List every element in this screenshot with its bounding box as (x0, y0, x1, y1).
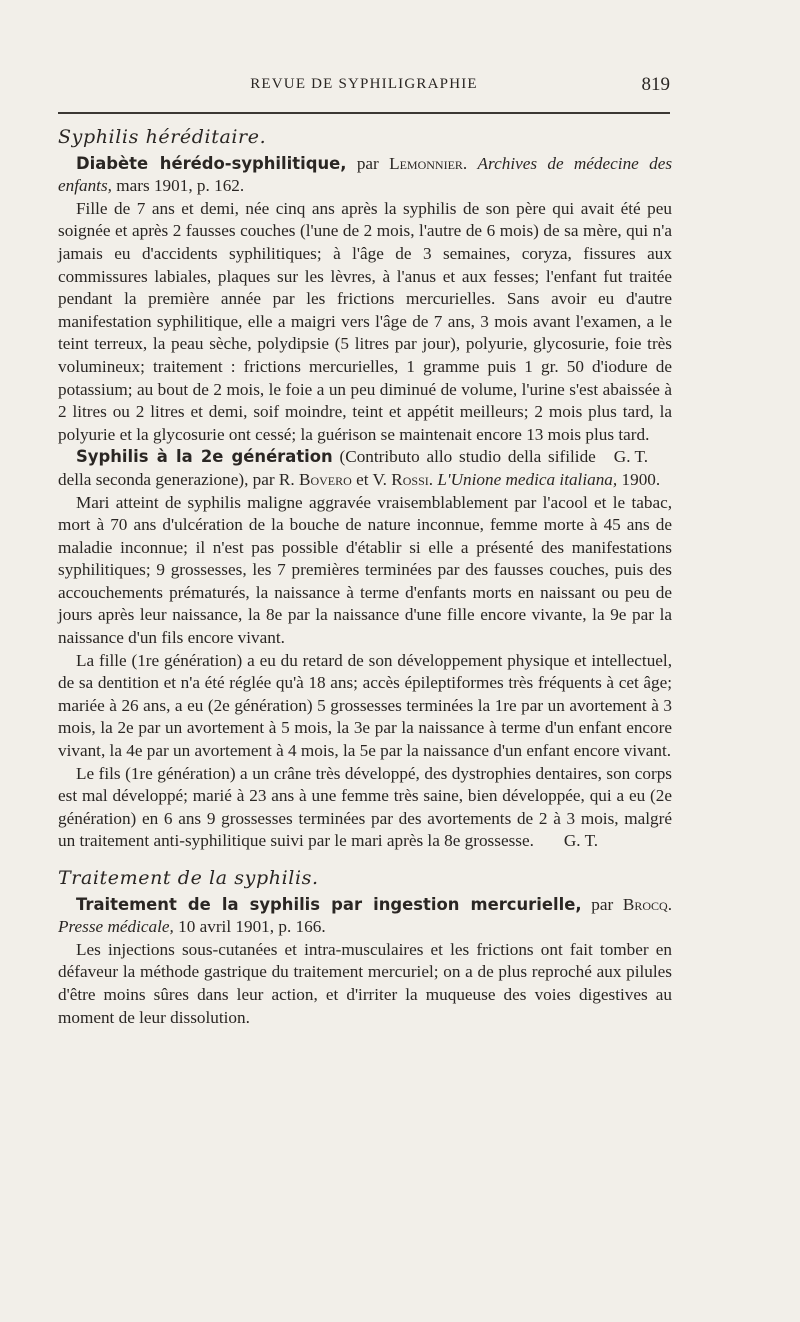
paragraph-text: Le fils (1re génération) a un crâne très développé, des dystrophies dentaires, son corps est mal développé; marié à 23 ans à une femme très saine, bien développée, qui a eu (2e génération) en 6 ans 9 grossesses terminées par des avortements de 2 à 3 mois, malgré un traitement anti-syphilitique suivi par le mari après la 8e grossesse. (58, 763, 672, 851)
paragraph-with-signature (58, 763, 672, 853)
section-heading-syphilis-hereditaire: Syphilis héréditaire. (58, 126, 267, 148)
article-body-text: Fille de 7 ans et demi, née cinq ans après la syphilis de son père qui avait été peu soignée et après 2 fausses couches (l'une de 2 mois, l'autre de 6 mois) de sa mère, qui n'a jamais eu d'accidents syphilitiques; à l'âge de 3 semaines, coryza, fissures aux commissures labiales, plaques sur les lèvres, à l'anus et aux fesses; l'enfant fut traitée pendant la première année par les frictions mercurielles. Sans avoir eu d'autre manifestation syphilitique, elle a maigri vers l'âge de 7 ans, 3 mois avant l'examen, a le teint terreux, la peau sèche, polydipsie (5 litres par jour), polyurie, glycosurie, foie très volumineux; traitement : frictions mercurielles, 1 gramme puis 1 gr. 50 d'iodure de potassium; au bout de 2 mois, le foie a un peu diminué de volume, l'urine s'est abaissée à 2 litres ou 2 litres et demi, soif moindre, teint et appétit meilleurs; 2 mois plus tard, la polyurie et la glycosurie ont cessé; la guérison se maintenait encore 13 mois plus tard. (58, 198, 672, 444)
article-author: Brocq (622, 894, 668, 914)
page-content (58, 126, 672, 1029)
page-number: 819 (641, 74, 670, 95)
article-source: Presse médicale, (58, 917, 174, 937)
article-header-brocq (58, 894, 672, 939)
article-subtitle: (Contributo allo studio della sifilide della seconda generazione), par R. (58, 447, 596, 489)
article-source: L'Unione medica italiana, (437, 469, 618, 489)
article-title: Syphilis à la 2e génération (76, 447, 333, 467)
article-details: 10 avril 1901, p. 166. (173, 917, 326, 937)
article-title: Diabète hérédo-syphilitique, (76, 153, 347, 173)
article-signature: G. T. (563, 831, 599, 851)
paragraph: Les injections sous-cutanées et intra-musculaires et les frictions ont fait tomber en défaveur la méthode gastrique du traitement mercuriel; on a de plus reproché aux pilules d'être moins sûres dans leur action, et d'irriter la muqueuse des voies digestives au moment de leur dissolution. (58, 939, 672, 1027)
paragraph: La fille (1re génération) a eu du retard de son développement physique et intellectuel, de sa dentition et n'a été réglée qu'à 18 ans; accès épileptiformes très fréquents à cet âge; mariée à 26 ans, a eu (2e génération) 5 grossesses terminées la 1re par un avortement à 3 mois, la 2e par un avortement à 5 mois, la 3e par la naissance à terme d'un enfant encore vivant, la 4e par un avortement à 4 mois, la 5e par la naissance d'un enfant encore vivant. (58, 650, 672, 761)
article-title: Traitement de la syphilis par ingestion mercurielle, (76, 894, 582, 914)
article-dot: . (667, 894, 672, 914)
section-heading-traitement: Traitement de la syphilis. (58, 867, 319, 889)
article-year: 1900. (617, 469, 661, 489)
header-rule (58, 112, 670, 114)
paragraph: Mari atteint de syphilis maligne aggravée vraisemblablement par l'acool et le tabac, mort à 70 ans d'ulcération de la bouche de nature inconnue, femme morte à 45 ans de maladie inconnue; il n'est pas possible d'établir si elle a présenté des manifestations syphilitiques; 9 grossesses, les 7 premières terminées par des fausses couches, puis des accouchements prématurés, la naissance à terme d'enfants morts en naissant ou peu de jours après leur naissance, la 8e par la naissance d'une fille encore vivante, la 9e par la naissance d'un fils encore vivant. (58, 492, 672, 648)
article-author: Lemonnier (389, 153, 463, 173)
article-author-bovero: Bovero (299, 469, 352, 489)
article-dot: . (462, 153, 478, 173)
article-par: par (346, 153, 390, 173)
page-header (58, 74, 670, 102)
running-title: REVUE DE SYPHILIGRAPHIE (250, 76, 478, 92)
article-source: Archives de médecine des enfants, (58, 153, 673, 196)
article-dot: . (428, 469, 438, 489)
article-signature: G. T. (613, 447, 648, 467)
article-par: par (581, 894, 623, 914)
article-and: et V. (351, 469, 392, 489)
article-author-rossi: Rossi (391, 469, 429, 489)
article-header-syphilis-2e (58, 446, 672, 491)
article-details: mars 1901, p. 162. (111, 176, 245, 196)
article-header-diabete (58, 153, 672, 198)
